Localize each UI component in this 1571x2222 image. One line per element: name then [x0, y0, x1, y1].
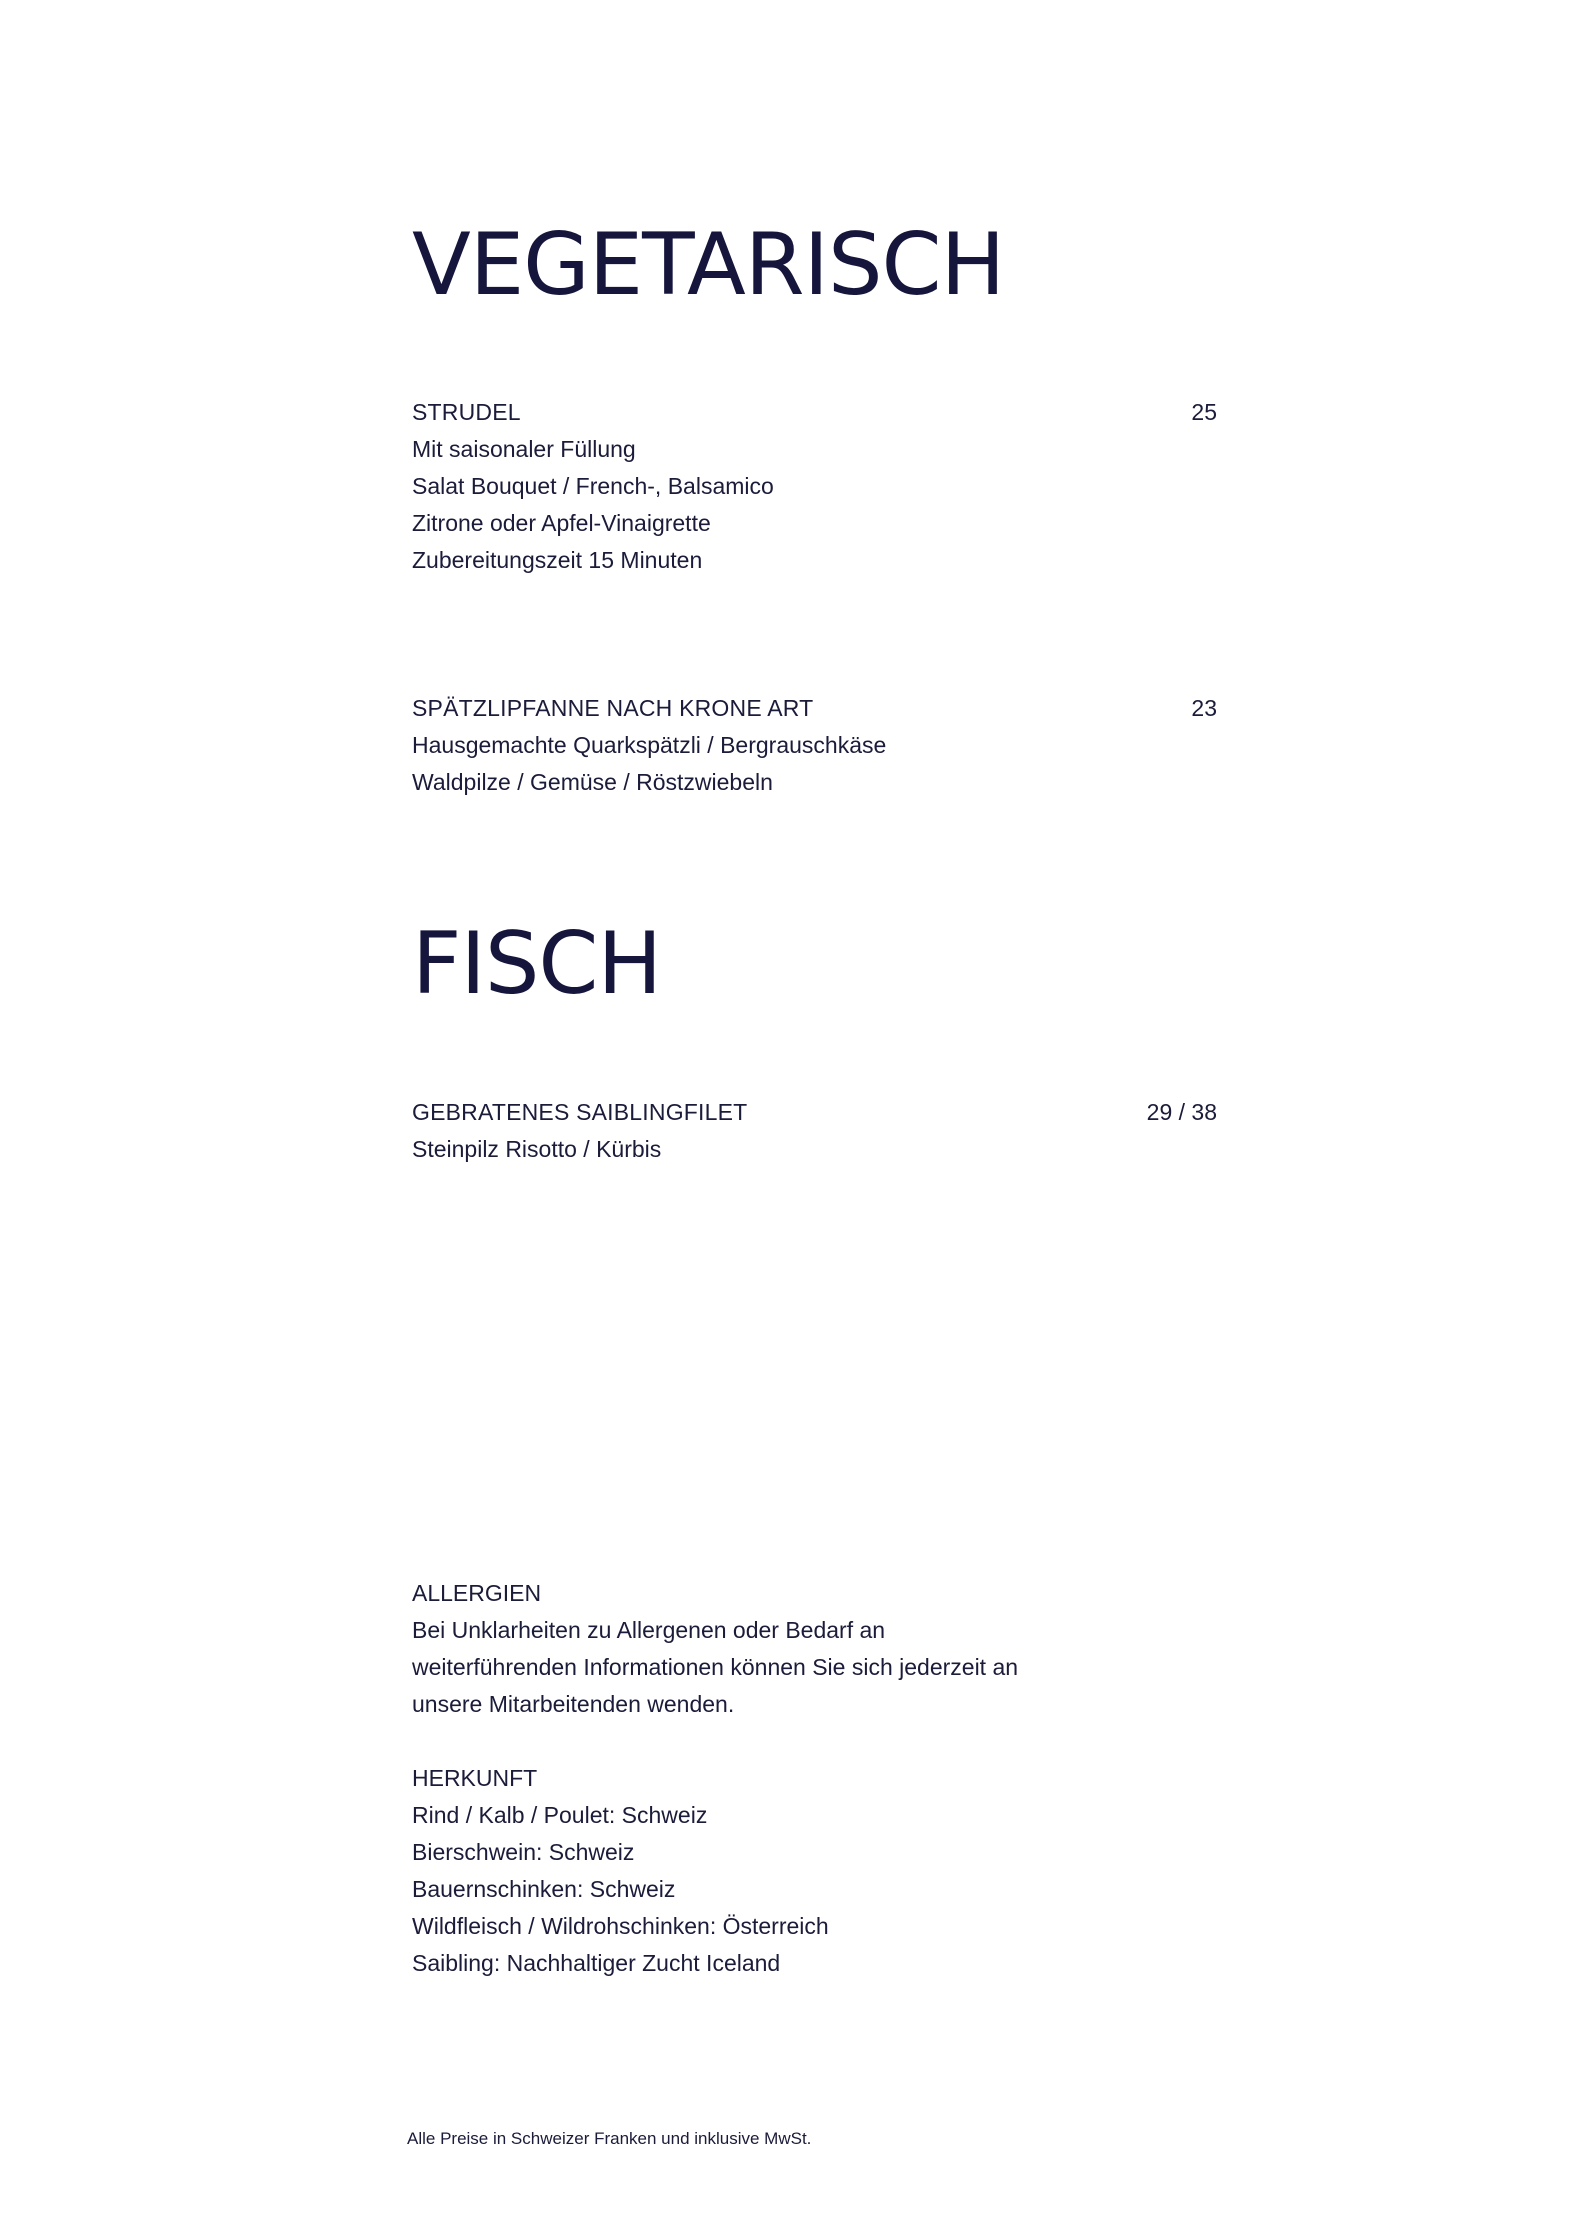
- dish-saiblingfilet: [412, 1094, 1217, 1168]
- dish-strudel: [412, 394, 1217, 579]
- dish-spaetzlipfanne: [412, 690, 1217, 801]
- allergien-block: [412, 1575, 1112, 1723]
- allergien-heading: ALLERGIEN: [412, 1580, 542, 1606]
- dish-description-line: Zitrone oder Apfel-Vinaigrette: [412, 510, 711, 536]
- dish-header: [412, 394, 1217, 431]
- section-title-vegetarisch: VEGETARISCH: [412, 215, 1005, 315]
- section-title-fisch: FISCH: [412, 914, 662, 1014]
- herkunft-heading: HERKUNFT: [412, 1765, 538, 1791]
- dish-price: 29 / 38: [1146, 1099, 1217, 1125]
- herkunft-line: Saibling: Nachhaltiger Zucht Iceland: [412, 1950, 781, 1976]
- herkunft-line: Bauernschinken: Schweiz: [412, 1876, 676, 1902]
- dish-description-line: Steinpilz Risotto / Kürbis: [412, 1136, 662, 1162]
- herkunft-line: Rind / Kalb / Poulet: Schweiz: [412, 1802, 708, 1828]
- dish-price: 25: [1191, 399, 1217, 425]
- dish-description-line: Mit saisonaler Füllung: [412, 436, 636, 462]
- herkunft-block: [412, 1760, 1112, 1982]
- price-footnote: Alle Preise in Schweizer Franken und inklusive MwSt.: [407, 2129, 812, 2148]
- dish-description-line: Salat Bouquet / French-, Balsamico: [412, 473, 774, 499]
- dish-description-line: Waldpilze / Gemüse / Röstzwiebeln: [412, 769, 773, 795]
- allergien-line: unsere Mitarbeitenden wenden.: [412, 1691, 735, 1717]
- herkunft-line: Wildfleisch / Wildrohschinken: Österreich: [412, 1913, 829, 1939]
- dish-name: STRUDEL: [412, 399, 521, 425]
- herkunft-line: Bierschwein: Schweiz: [412, 1839, 635, 1865]
- allergien-line: weiterführenden Informationen können Sie sich jederzeit an: [412, 1654, 1019, 1680]
- dish-price: 23: [1191, 695, 1217, 721]
- dish-name: SPÄTZLIPFANNE NACH KRONE ART: [412, 695, 814, 721]
- dish-description-line: Zubereitungszeit 15 Minuten: [412, 547, 703, 573]
- dish-header: [412, 1094, 1217, 1131]
- dish-name: GEBRATENES SAIBLINGFILET: [412, 1099, 748, 1125]
- dish-description-line: Hausgemachte Quarkspätzli / Bergrauschkäse: [412, 732, 887, 758]
- dish-header: [412, 690, 1217, 727]
- allergien-line: Bei Unklarheiten zu Allergenen oder Bedarf an: [412, 1617, 886, 1643]
